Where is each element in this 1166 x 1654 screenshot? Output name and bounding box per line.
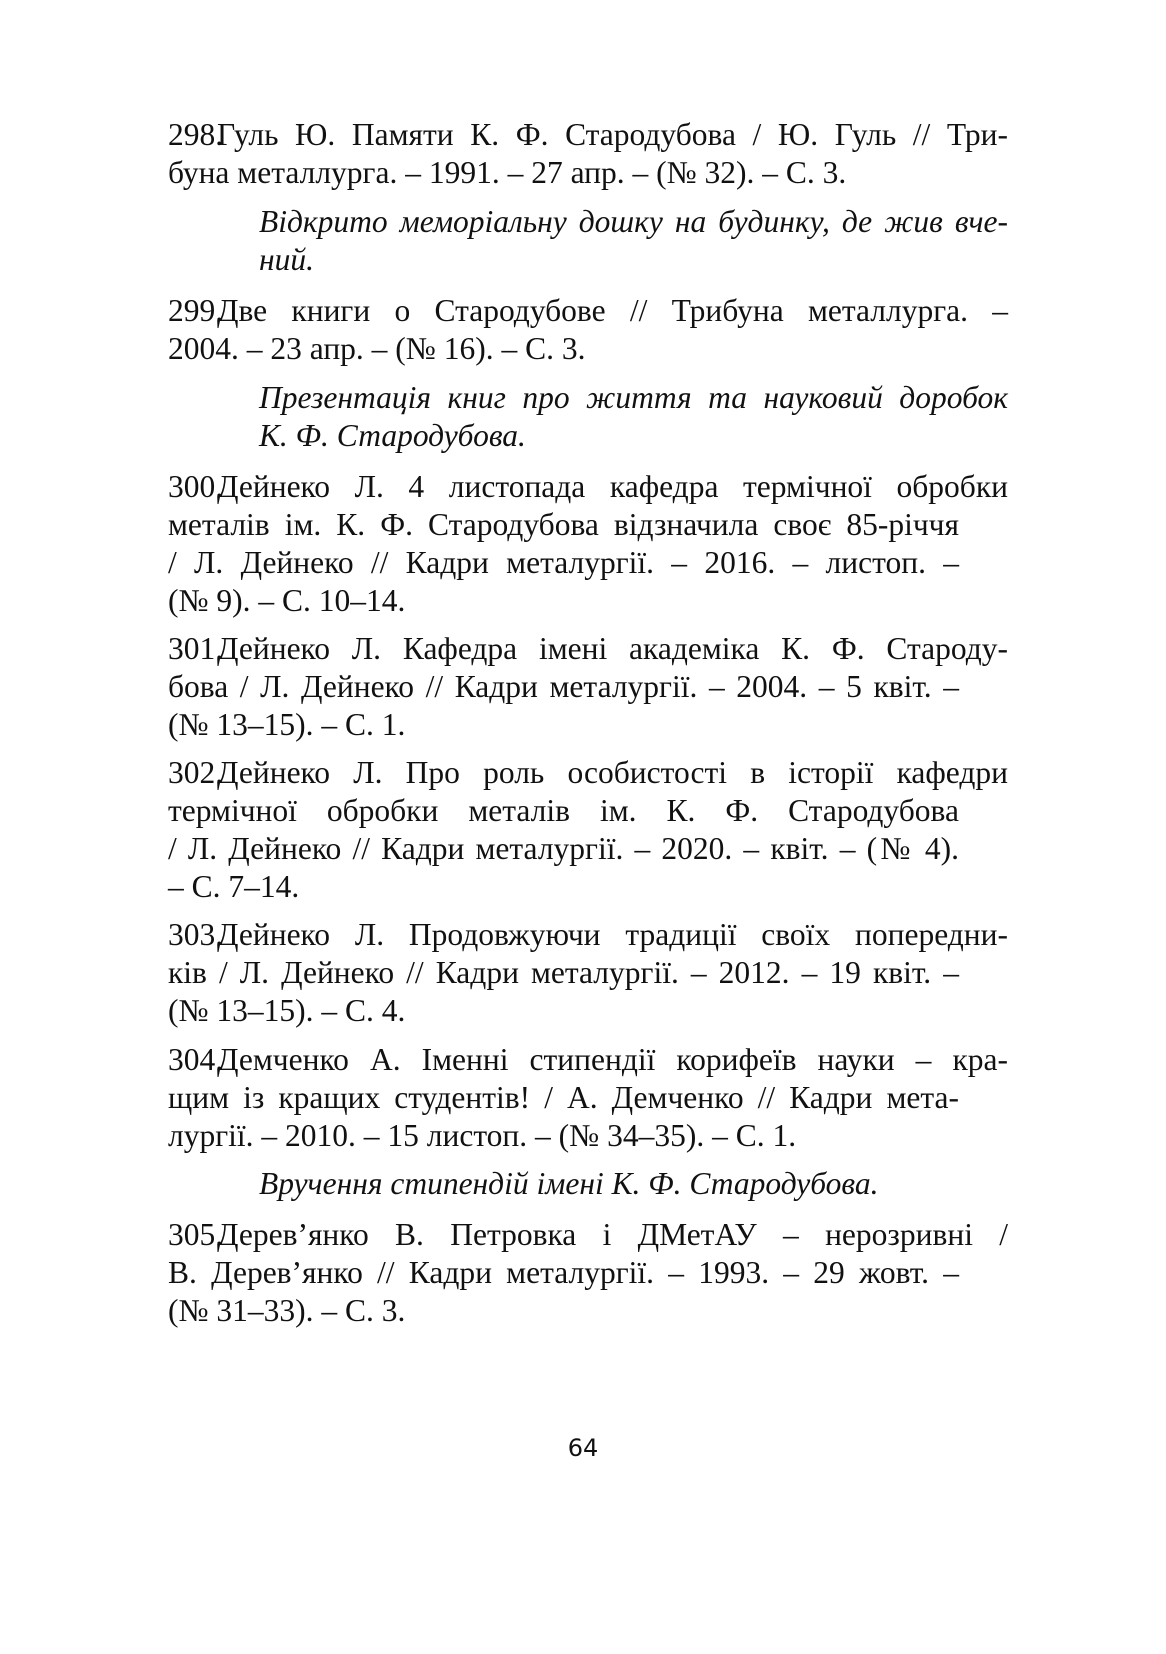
bibliography-entry-301 [168,630,1008,744]
entry-text-line: Две книги о Стародубове // Трибуна металлурга. – [217,293,1008,328]
bibliography-entry-300 [168,468,1008,620]
entry-text-line: / Л. Дейнеко // Кадри металургії. – 2020. – квіт. – (№ 4). [168,831,959,866]
entry-number: 298. [168,117,224,152]
entry-text-line: ків / Л. Дейнеко // Кадри металургії. – 2012. – 19 квіт. – [168,955,959,990]
entry-number: 304. [168,1042,224,1077]
entry-text-line: В. Дерев’янко // Кадри металургії. – 1993. – 29 жовт. – [168,1255,959,1290]
entry-text-line: – С. 7–14. [168,869,300,904]
entry-annotation-304 [259,1165,1008,1203]
entry-text-line: Дейнеко Л. Про роль особистості в історії кафедри [217,755,1008,790]
entry-text-line: Дейнеко Л. Кафедра імені академіка К. Ф. Староду- [217,631,1008,666]
annotation-line: Відкрито меморіальну дошку на будинку, де жив вче- [259,204,1008,239]
entry-text-line: Дейнеко Л. Продовжуючи традиції своїх попередни- [217,917,1008,952]
page-number: 64 [567,1434,599,1462]
entry-text-line: термічної обробки металів ім. К. Ф. Стародубова [168,793,959,828]
entry-number: 301. [168,631,224,666]
annotation-line: ний. [259,242,315,277]
entry-text-line: (№ 13–15). – С. 4. [168,993,406,1028]
bibliography-entry-305 [168,1216,1008,1330]
bibliography-entry-304 [168,1041,1008,1155]
entry-number: 299. [168,293,224,328]
entry-text-line: лургії. – 2010. – 15 листоп. – (№ 34–35). – С. 1. [168,1118,797,1153]
entry-number: 305. [168,1217,224,1252]
annotation-line: Презентація книг про життя та науковий доробок [259,380,1008,415]
entry-text-line: / Л. Дейнеко // Кадри металургії. – 2016. – листоп. – [168,545,959,580]
entry-number: 302. [168,755,224,790]
entry-text-line: Демченко А. Іменні стипендії корифеїв науки – кра- [217,1042,1008,1077]
entry-number: 303. [168,917,224,952]
entry-text-line: бова / Л. Дейнеко // Кадри металургії. – 2004. – 5 квіт. – [168,669,959,704]
annotation-line: К. Ф. Стародубова. [259,418,526,453]
entry-text-line: Гуль Ю. Памяти К. Ф. Стародубова / Ю. Гуль // Три- [217,117,1008,152]
bibliography-entry-302 [168,754,1008,906]
entry-text-line: буна металлурга. – 1991. – 27 апр. – (№ 32). – С. 3. [168,155,847,190]
bibliography-entry-298 [168,116,1008,192]
bibliography-entry-303 [168,916,1008,1030]
entry-number: 300. [168,469,224,504]
entry-text-line: (№ 9). – С. 10–14. [168,583,406,618]
entry-text-line: Дерев’янко В. Петровка і ДМетАУ – нерозривні / [217,1217,1008,1252]
annotation-line: Вручення стипендій імені К. Ф. Стародубова. [259,1166,879,1201]
bibliography-entry-299 [168,292,1008,368]
entry-annotation-298 [259,203,1008,279]
entry-annotation-299 [259,379,1008,455]
entry-text-line: 2004. – 23 апр. – (№ 16). – С. 3. [168,331,586,366]
entry-text-line: металів ім. К. Ф. Стародубова відзначила своє 85-річчя [168,507,959,542]
entry-text-line: (№ 13–15). – С. 1. [168,707,406,742]
entry-text-line: Дейнеко Л. 4 листопада кафедра термічної обробки [217,469,1008,504]
entry-text-line: (№ 31–33). – С. 3. [168,1293,406,1328]
entry-text-line: щим із кращих студентів! / А. Демченко // Кадри мета- [168,1080,959,1115]
